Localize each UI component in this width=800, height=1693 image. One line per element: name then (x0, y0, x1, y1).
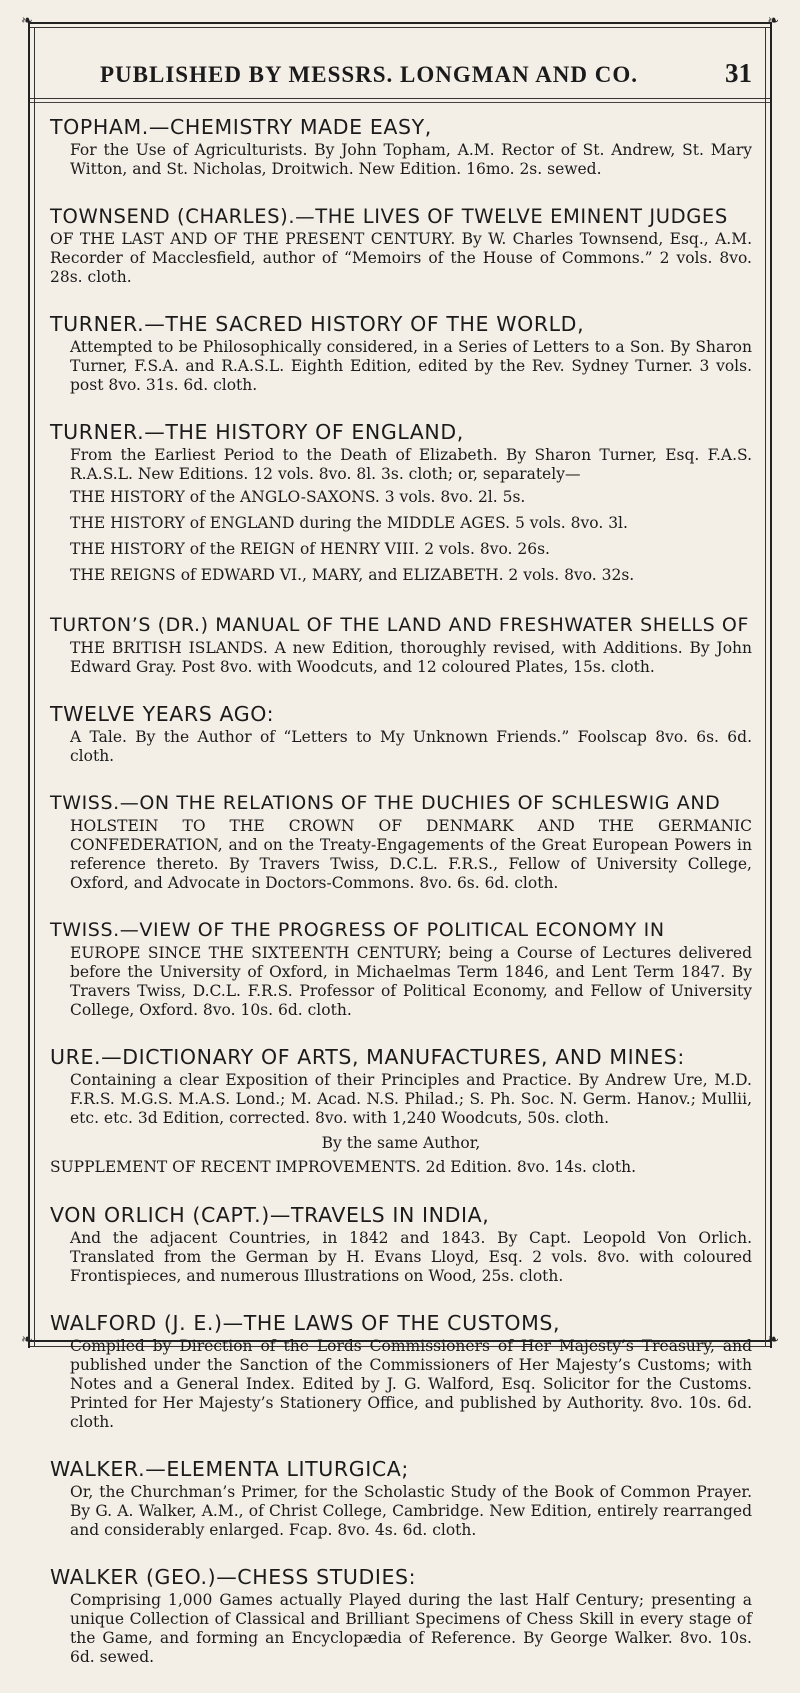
corner-ornament-icon: ❧ (767, 1332, 779, 1348)
entry-townsend (50, 205, 752, 287)
left-border-rule-inner (34, 27, 35, 1347)
entry-turton (50, 614, 752, 677)
entry-description: Comprising 1,000 Games actually Played during the last Half Century; presenting a unique Collection of Classical and Brilliant Specimens of Chess Skill in every stage of the Game, and forming an Encyclopædia of Reference. By George Walker. 8vo. 10s. 6d. sewed. (70, 1591, 752, 1666)
running-title: PUBLISHED BY MESSRS. LONGMAN AND CO. (100, 62, 639, 87)
entry-heading: WALKER (GEO.)—CHESS STUDIES: (50, 1565, 417, 1589)
entry-heading: TURNER.—THE SACRED HISTORY OF THE WORLD, (50, 312, 585, 336)
top-border-rule-inner (28, 27, 772, 28)
top-border-rule (28, 22, 772, 24)
entry-list (50, 116, 752, 1693)
header-rule-inner (28, 102, 772, 103)
entry-ure (50, 1046, 752, 1178)
entry-heading: TWISS.—VIEW OF THE PROGRESS OF POLITICAL ECONOMY IN (50, 919, 665, 941)
entry-heading: WALFORD (J. E.)—THE LAWS OF THE CUSTOMS, (50, 1311, 561, 1335)
header-rule (28, 98, 772, 99)
entry-heading: TOWNSEND (CHARLES).—THE LIVES OF TWELVE EMINENT JUDGES (50, 205, 728, 228)
right-border-rule-inner (765, 27, 766, 1347)
entry-heading: TURTON’S (DR.) MANUAL OF THE LAND AND FRESHWATER SHELLS OF (50, 614, 749, 636)
entry-description: HOLSTEIN TO THE CROWN OF DENMARK AND THE GERMANIC CONFEDERATION, and on the Treaty-Engagements of the Great European Powers in reference thereto. By Travers Twiss, D.C.L. F.R.S., Fellow of University College, Oxford, and Advocate in Doctors-Commons. 8vo. 6s. 6d. cloth. (70, 817, 752, 892)
entry-description: From the Earliest Period to the Death of Elizabeth. By Sharon Turner, Esq. F.A.S. R.A.S.L. New Editions. 12 vols. 8vo. 8l. 3s. cloth; or, separately— (70, 446, 752, 483)
entry-walker-chess (50, 1566, 752, 1667)
entry-twiss-duchies (50, 792, 752, 893)
entry-heading: VON ORLICH (CAPT.)—TRAVELS IN INDIA, (50, 1203, 490, 1227)
entry-description: Attempted to be Philosophically considered, in a Series of Letters to a Son. By Sharon Turner, F.S.A. and R.A.S.L. Eighth Edition, edited by the Rev. Sydney Turner. 3 vols. post 8vo. 31s. 6d. cloth. (70, 338, 752, 394)
entry-heading: TWISS.—ON THE RELATIONS OF THE DUCHIES OF SCHLESWIG AND (50, 792, 721, 814)
entry-von-orlich (50, 1204, 752, 1286)
entry-volume-line: THE REIGNS of EDWARD VI., MARY, and ELIZABETH. 2 vols. 8vo. 32s. (70, 566, 635, 584)
entry-description: OF THE LAST AND OF THE PRESENT CENTURY. By W. Charles Townsend, Esq., A.M. Recorder of Macclesfield, author of “Memoirs of the House of Commons.” 2 vols. 8vo. 28s. cloth. (50, 230, 752, 286)
entry-walford (50, 1312, 752, 1432)
entry-topham (50, 116, 752, 179)
entry-description: For the Use of Agriculturists. By John Topham, A.M. Rector of St. Andrew, St. Mary Witton, and St. Nicholas, Droitwich. New Edition. 16mo. 2s. sewed. (70, 141, 752, 178)
entry-volume-line: THE HISTORY of the ANGLO-SAXONS. 3 vols. 8vo. 2l. 5s. (70, 488, 526, 506)
entry-twiss-political-economy (50, 919, 752, 1020)
entry-description: EUROPE SINCE THE SIXTEENTH CENTURY; being a Course of Lectures delivered before the University of Oxford, in Michaelmas Term 1846, and Lent Term 1847. By Travers Twiss, D.C.L. F.R.S. Professor of Political Economy, and Fellow of University College, Oxford. 8vo. 10s. 6d. cloth. (70, 944, 752, 1019)
right-border-rule (770, 22, 772, 1348)
left-border-rule (28, 22, 30, 1348)
entry-description: THE BRITISH ISLANDS. A new Edition, thoroughly revised, with Additions. By John Edward Gray. Post 8vo. with Woodcuts, and 12 coloured Plates, 15s. cloth. (70, 639, 752, 676)
corner-ornament-icon: ❧ (21, 1332, 33, 1348)
corner-ornament-icon: ❧ (767, 13, 779, 29)
entry-heading: TOPHAM.—CHEMISTRY MADE EASY, (50, 115, 432, 139)
entry-heading: TURNER.—THE HISTORY OF ENGLAND, (50, 420, 464, 444)
entry-description: Compiled by Direction of the Lords Commissioners of Her Majesty’s Treasury, and published under the Sanction of the Commissioners of Her Majesty’s Customs; with Notes and a General Index. Edited by J. G. Walford, Esq. Solicitor for the Customs. Printed for Her Majesty’s Stationery Office, and published by Authority. 8vo. 10s. 6d. cloth. (70, 1337, 752, 1431)
entry-heading: WALKER.—ELEMENTA LITURGICA; (50, 1457, 409, 1481)
entry-heading: TWELVE YEARS AGO: (50, 702, 275, 726)
entry-turner-history-england (50, 421, 752, 588)
entry-description: Containing a clear Exposition of their Principles and Practice. By Andrew Ure, M.D. F.R.S. M.G.S. M.A.S. Lond.; M. Acad. N.S. Philad.; S. Ph. Soc. N. Germ. Hanov.; Mullii, etc. etc. 3d Edition, corrected. 8vo. with 1,240 Woodcuts, 50s. cloth. (70, 1071, 752, 1127)
entry-walker-elementa (50, 1458, 752, 1540)
running-head (100, 58, 752, 89)
entry-heading: URE.—DICTIONARY OF ARTS, MANUFACTURES, AND MINES: (50, 1045, 685, 1069)
entry-twelve-years-ago (50, 703, 752, 766)
page-number: 31 (725, 58, 752, 88)
entry-description: Or, the Churchman’s Primer, for the Scholastic Study of the Book of Common Prayer. By G. A. Walker, A.M., of Christ College, Cambridge. New Edition, entirely rearranged and considerably enlarged. Fcap. 8vo. 4s. 6d. cloth. (70, 1483, 752, 1539)
entry-volume-line: THE HISTORY of ENGLAND during the MIDDLE AGES. 5 vols. 8vo. 3l. (70, 514, 628, 532)
entry-same-author-note: By the same Author, (321, 1134, 481, 1152)
entry-description: And the adjacent Countries, in 1842 and 1843. By Capt. Leopold Von Orlich. Translated from the German by H. Evans Lloyd, Esq. 2 vols. 8vo. with coloured Frontispieces, and numerous Illustrations on Wood, 25s. cloth. (70, 1229, 752, 1285)
corner-ornament-icon: ❧ (21, 13, 33, 29)
entry-supplement: SUPPLEMENT OF RECENT IMPROVEMENTS. 2d Edition. 8vo. 14s. cloth. (50, 1158, 637, 1176)
entry-description: A Tale. By the Author of “Letters to My Unknown Friends.” Foolscap 8vo. 6s. 6d. cloth. (70, 728, 752, 765)
entry-turner-sacred-history (50, 313, 752, 395)
entry-volume-line: THE HISTORY of the REIGN of HENRY VIII. 2 vols. 8vo. 26s. (70, 540, 550, 558)
